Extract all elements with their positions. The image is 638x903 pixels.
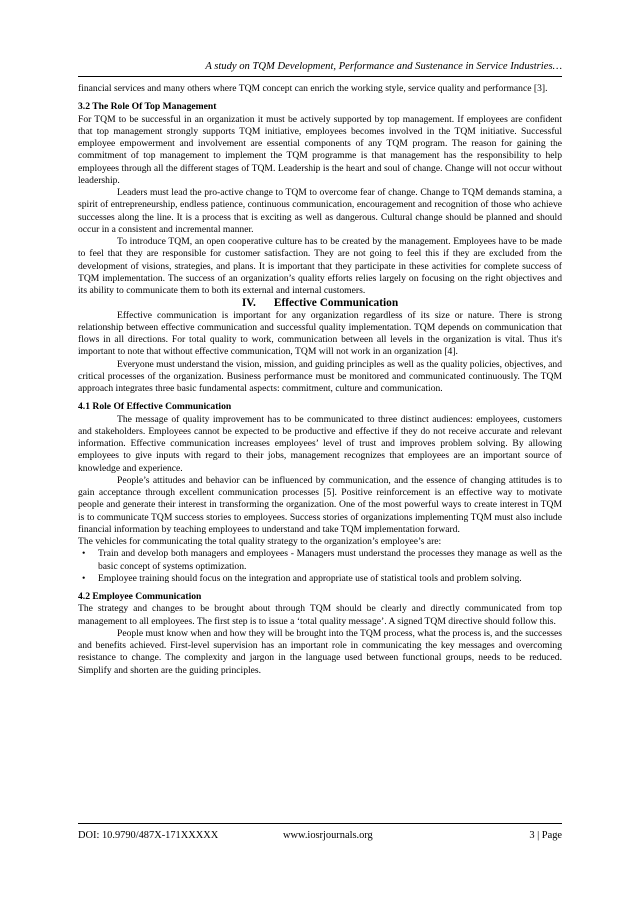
header-divider <box>78 76 562 77</box>
journal-website: www.iosrjournals.org <box>283 830 373 841</box>
section-heading-iv <box>78 297 562 309</box>
paragraph-top-management-1: For TQM to be successful in an organization it must be actively supported by top management. If employees are confident that top management strongly supports TQM initiative, employees becomes involved in the TQM initiative. Successful employee empowerment and involvement are essential components of any TQM program. The reason for gaining the commitment of top management to implement the TQM programme is that management has the responsibility to help employees through all the different stages of TQM. Leadership is the heart and soul of change. Change will not occur without leadership. <box>78 113 562 186</box>
vehicles-list <box>78 548 562 585</box>
paragraph-communication-1: Effective communication is important for any organization regardless of its size or nature. There is strong relationship between effective communication and successful quality implementation. TQM depends on communication that flows in all directions. For total quality to work, communication between all levels in the organization is vital. Thus it's important to note that without effective communication, TQM will not work in an organization [4]. <box>78 309 562 358</box>
list-item <box>78 573 562 585</box>
paragraph-communication-2: Everyone must understand the vision, mission, and guiding principles as well as the quality policies, objectives, and critical processes of the organization. Business performance must be monitored and communicated continuously. The TQM approach integrates three basic fundamental aspects: commitment, culture and communication. <box>78 358 562 394</box>
doi-text: DOI: 10.9790/487X-171XXXXX <box>78 830 219 841</box>
paragraph-effective-communication-2: People’s attitudes and behavior can be influenced by communication, and the essence of changing attitudes is to gain acceptance through excellent communication processes [5]. Positive reinforcement is an effective way to motivate people and generate their interest in transforming the organization. One of the most powerful ways to create interest in TQM is to communicate TQM success stories to employees. Success stories of organizations implementing TQM must also include financial information by teaching employees to understand and take TQM implementation forward. <box>78 474 562 535</box>
paragraph-employee-communication-1: The strategy and changes to be brought about through TQM should be clearly and directly communicated from top management to all employees. The first step is to issue a ‘total quality message’. A signed TQM directive should follow this. <box>78 603 562 627</box>
page-number: 3 | Page <box>529 830 562 841</box>
section-title-text: Effective Communication <box>273 297 399 310</box>
paragraph-top-management-3: To introduce TQM, an open cooperative culture has to be created by the management. Employees have to be made to feel that they are responsible for customer satisfaction. They are not going to feel this if they are excluded from the development of visions, strategies, and plans. It is important that they participate in these activities for complete success of TQM implementation. The success of an organization’s quality efforts relies largely on focusing on the right objectives and its ability to communicate them to both its external and internal customers. <box>78 236 562 296</box>
article-body <box>78 83 562 677</box>
section-number: IV. <box>241 297 256 310</box>
subsection-heading-4-2: 4.2 Employee Communication <box>78 591 202 602</box>
bullet-icon: • <box>82 548 86 560</box>
bullet-icon: • <box>82 572 86 584</box>
list-item-text: Employee training should focus on the integration and appropriate use of statistical tools and problem solving. <box>98 572 522 584</box>
subsection-heading-4-1: 4.1 Role Of Effective Communication <box>78 401 232 413</box>
intro-paragraph-tail: financial services and many others where TQM concept can enrich the working style, service quality and performance [3]. <box>78 83 548 94</box>
running-header: A study on TQM Development, Performance and Sustenance in Service Industries… <box>205 61 562 72</box>
paragraph-effective-communication-1: The message of quality improvement has to be communicated to three distinct audiences: employees, customers and stakeholders. Employees cannot be expected to be productive and effective if they do not receive accurate and relevant information. Effective communication increases employees’ level of trust and improves problem solving. By allowing employees to give inputs with regard to their jobs, management recognizes that employees are an important source of knowledge and experience. <box>78 413 562 474</box>
footer-divider <box>78 823 562 824</box>
paragraph-effective-communication-3: The vehicles for communicating the total quality strategy to the organization’s employee’s are: <box>78 536 442 547</box>
paragraph-employee-communication-2: People must know when and how they will be brought into the TQM process, what the process is, and the successes and benefits achieved. First-level supervision has an important role in communicating the key messages and overcoming resistance to change. The complexity and jargon in the language used between functional groups, needs to be reduced. Simplify and shorten are the guiding principles. <box>78 627 562 676</box>
list-item-text: Train and develop both managers and employees - Managers must understand the processes they manage as well as the basic concept of systems optimization. <box>98 548 562 572</box>
subsection-heading-3-2: 3.2 The Role Of Top Management <box>78 101 217 113</box>
list-item <box>78 548 562 573</box>
paragraph-top-management-2: Leaders must lead the pro-active change to TQM to overcome fear of change. Change to TQM demands stamina, a spirit of entrepreneurship, endless patience, continuous communication, encouragement and recognition of those who achieve successes along the line. It is a process that is exciting as well as dangerous. Cultural change should be planned and should occur in a consistent and incremental manner. <box>78 187 562 235</box>
